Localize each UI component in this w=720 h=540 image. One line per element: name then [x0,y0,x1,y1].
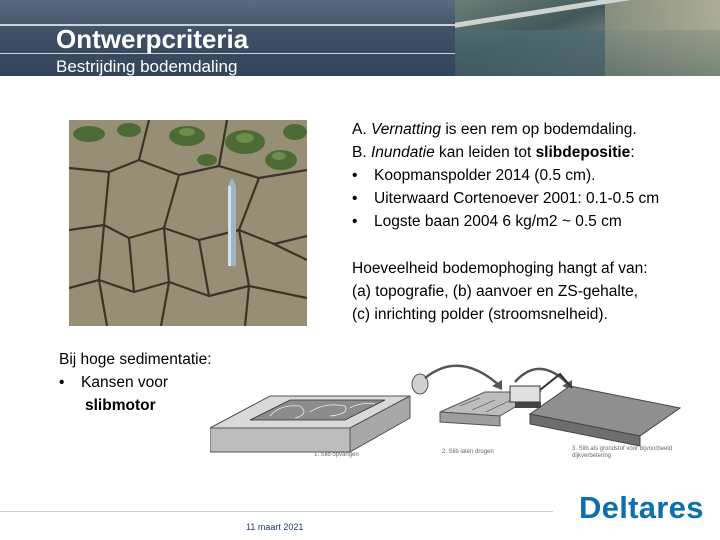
page-title: Ontwerpcriteria [56,24,249,54]
header [0,0,720,76]
list-item: • Koopmanspolder 2014 (0.5 cm). [352,167,596,184]
page-subtitle: Bestrijding bodemdaling [56,57,238,76]
list-item: • Logste baan 2004 6 kg/m2 ~ 0.5 cm [352,213,622,230]
list-item: • Kansen voor [59,374,169,391]
criteria-text [352,118,712,326]
slibmotor-diagram [210,356,710,468]
criteria-line-a: A. Vernatting is een rem op bodemdaling. [352,121,637,138]
cracked-soil-photo [69,120,307,326]
sedimentation-heading: Bij hoge sedimentatie: [59,351,212,368]
paragraph-line: (c) inrichting polder (stroomsnelheid). [352,306,608,323]
diagram-step-2-label: 2. Slib laten drogen [442,449,494,455]
diagram-step-3-label: dijkverbetering [572,453,612,459]
header-aerial-photo [455,0,720,76]
deltares-logo: Deltares [579,490,704,525]
paragraph-line: (a) topografie, (b) aanvoer en ZS-gehalte, [352,283,639,300]
list-item-continuation: slibmotor [85,397,156,414]
diagram-step-1-label: 1. Slib opvangen [314,452,359,458]
diagram-step-3-label: 3. Slib als grondstof voor bijvoorbeeld [572,446,673,452]
footer-divider [0,511,553,512]
list-item: • Uiterwaard Cortenoever 2001: 0.1-0.5 cm [352,190,660,207]
paragraph-line: Hoeveelheid bodemophoging hangt af van: [352,260,648,277]
criteria-line-b: B. Inundatie kan leiden tot slibdepositie: [352,144,635,161]
footer-date: 11 maart 2021 [246,522,304,532]
